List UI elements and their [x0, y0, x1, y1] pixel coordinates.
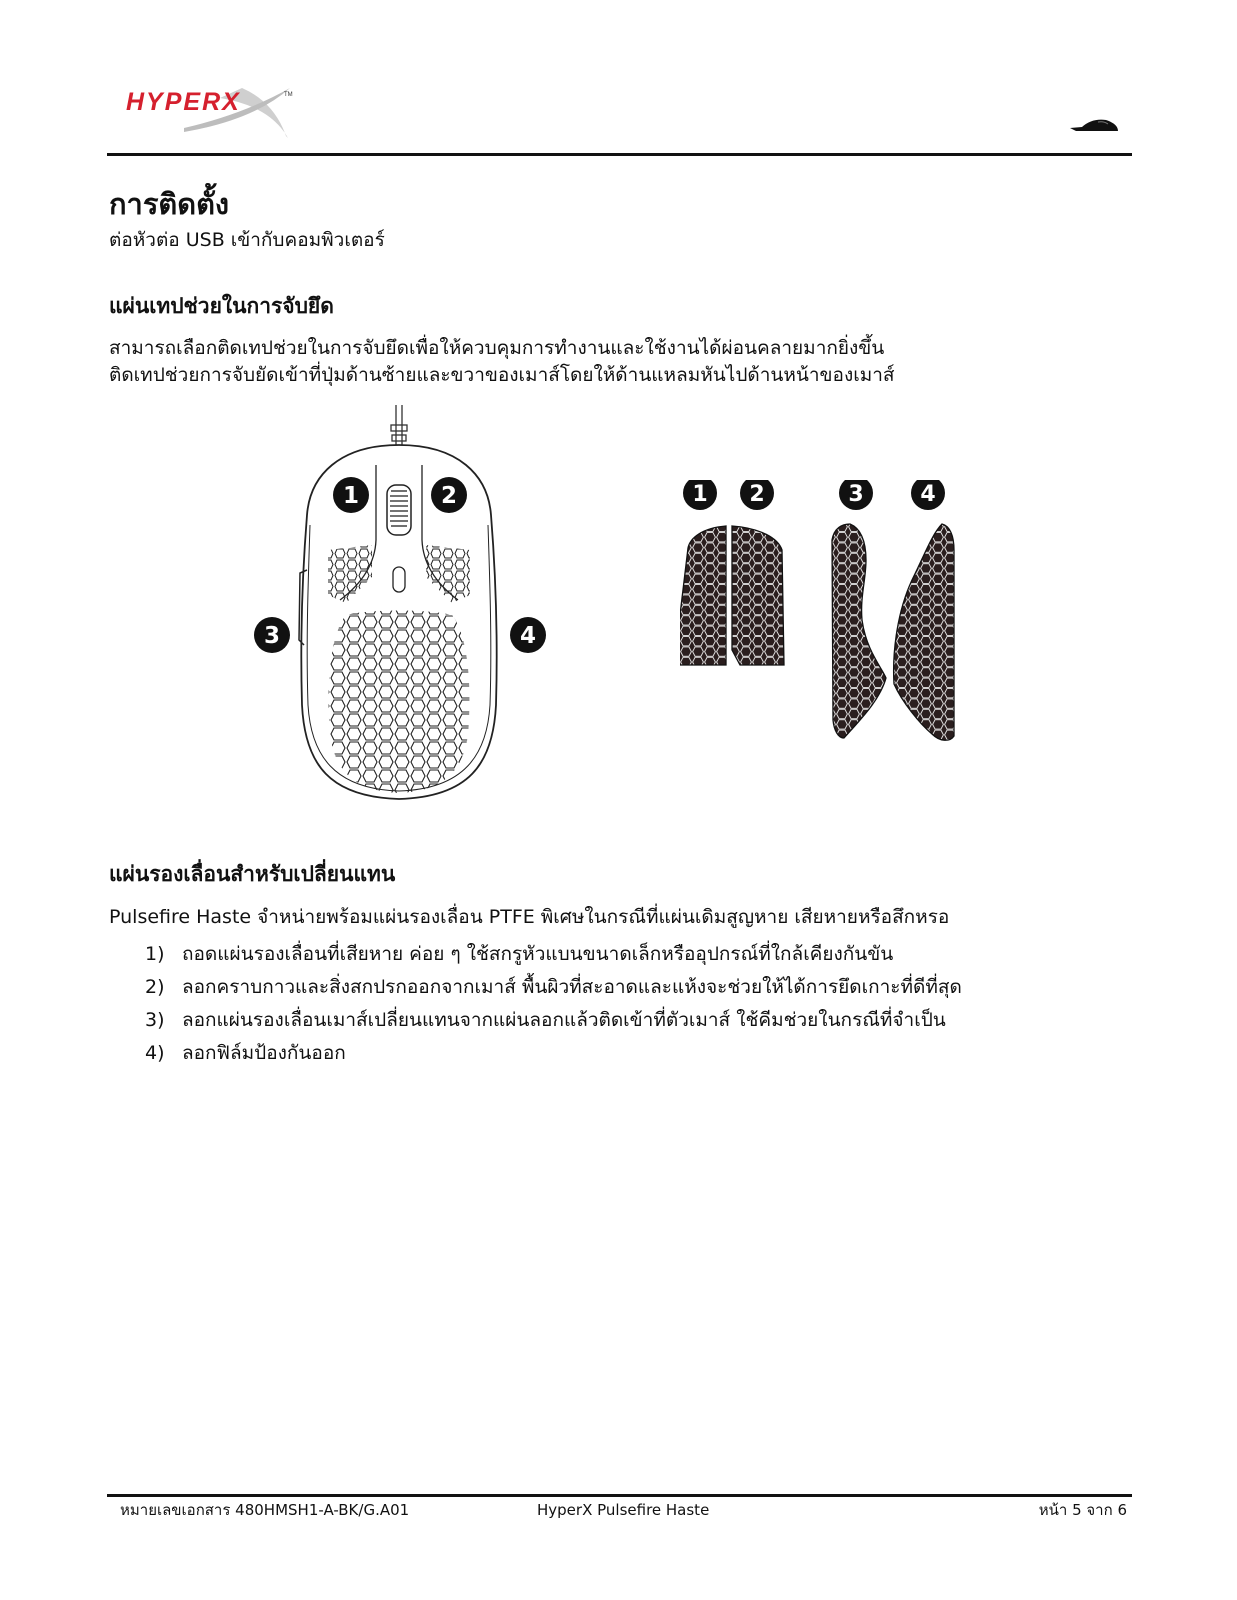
- step-number: 2): [145, 976, 165, 998]
- grip-tape-line-1: สามารถเลือกติดเทปช่วยในการจับยึดเพื่อให้ควบคุมการทำงานและใช้งานได้ผ่อนคลายมากยิ่งขึ้น: [109, 337, 885, 359]
- svg-text:4: 4: [920, 482, 936, 507]
- tape-callout-3: [839, 480, 873, 510]
- header-rule: [107, 153, 1132, 156]
- mouse-top-view-diagram: [250, 405, 560, 835]
- installation-instruction: ต่อหัวต่อ USB เข้ากับคอมพิวเตอร์: [109, 229, 385, 251]
- tape-callout-1: [683, 480, 717, 510]
- section-heading-replacement-feet: แผ่นรองเลื่อนสำหรับเปลี่ยนแทน: [109, 862, 396, 886]
- grip-tape-pieces-diagram: [680, 480, 990, 760]
- mouse-callout-4: [510, 617, 546, 653]
- step-number: 4): [145, 1042, 165, 1064]
- footer-product-name: HyperX Pulsefire Haste: [537, 1501, 710, 1519]
- tape-callout-2: [740, 480, 774, 510]
- logo-trademark: TM: [284, 92, 293, 98]
- grip-tape-line-2: ติดเทปช่วยการจับยัดเข้าที่ปุ่มด้านซ้ายและขวาของเมาส์โดยให้ด้านแหลมหันไปด้านหน้าของเมาส์: [109, 364, 895, 386]
- svg-text:1: 1: [692, 482, 708, 507]
- tape-callout-4: [911, 480, 945, 510]
- svg-text:3: 3: [263, 623, 281, 649]
- mouse-callout-1: [333, 477, 369, 513]
- step-text: ลอกแผ่นรองเลื่อนเมาส์เปลี่ยนแทนจากแผ่นลอกแล้วติดเข้าที่ตัวเมาส์ ใช้คีมช่วยในกรณีที่จำเป็น: [182, 1009, 946, 1031]
- svg-text:1: 1: [342, 483, 360, 509]
- footer-rule: [107, 1494, 1132, 1497]
- logo-wordmark: HYPERX: [126, 88, 241, 116]
- step-text: ลอกคราบกาวและสิ่งสกปรกออกจากเมาส์ พื้นผิวที่สะอาดและแห้งจะช่วยให้ได้การยึดเกาะที่ดีที่สุด: [182, 976, 962, 998]
- grip-tape-description: [109, 335, 895, 389]
- step-number: 3): [145, 1009, 165, 1031]
- mouse-callout-2: [431, 477, 467, 513]
- step-item: [145, 1004, 962, 1037]
- replacement-feet-steps: [145, 938, 962, 1070]
- replacement-feet-intro: Pulsefire Haste จำหน่ายพร้อมแผ่นรองเลื่อน PTFE พิเศษในกรณีที่แผ่นเดิมสูญหาย เสียหายหรือสึกหรอ: [109, 906, 950, 928]
- svg-text:2: 2: [749, 482, 765, 507]
- section-title-installation: การติดตั้ง: [109, 187, 230, 221]
- step-item: [145, 971, 962, 1004]
- mouse-callout-3: [254, 617, 290, 653]
- footer-document-number: หมายเลขเอกสาร 480HMSH1-A-BK/G.A01: [120, 1501, 410, 1519]
- svg-text:4: 4: [519, 623, 537, 649]
- svg-text:3: 3: [848, 482, 864, 507]
- hyperx-logo: [124, 84, 304, 142]
- section-heading-grip-tape: แผ่นเทปช่วยในการจับยึด: [109, 294, 334, 318]
- footer-page-number: หน้า 5 จาก 6: [1038, 1501, 1127, 1519]
- step-text: ลอกฟิล์มป้องกันออก: [182, 1042, 346, 1064]
- step-item: [145, 938, 962, 971]
- svg-text:2: 2: [440, 483, 458, 509]
- step-item: [145, 1037, 962, 1070]
- mouse-thumbnail-icon: [1068, 118, 1120, 134]
- step-number: 1): [145, 943, 165, 965]
- step-text: ถอดแผ่นรองเลื่อนที่เสียหาย ค่อย ๆ ใช้สกรูหัวแบนขนาดเล็กหรืออุปกรณ์ที่ใกล้เคียงกันขัน: [182, 943, 894, 965]
